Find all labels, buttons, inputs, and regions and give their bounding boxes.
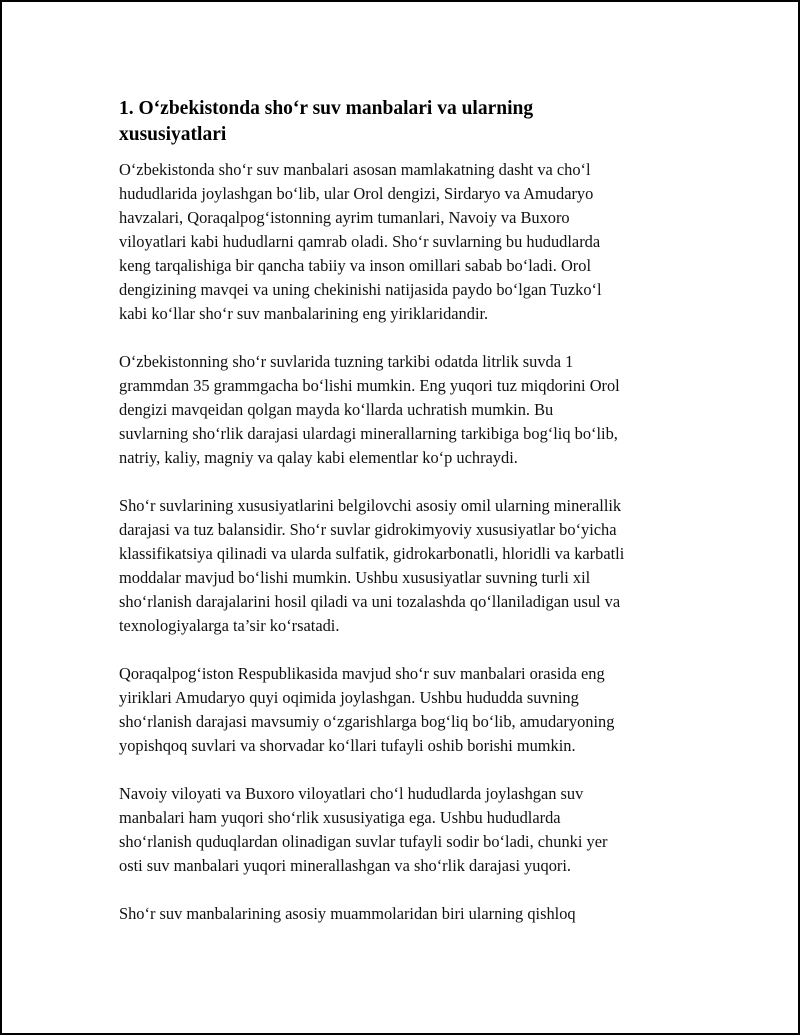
paragraph-line: O‘zbekistonda sho‘r suv manbalari asosan mamlakatning dasht va cho‘l: [119, 160, 591, 179]
paragraph-line: sho‘rlanish quduqlardan olinadigan suvlar tufayli sodir bo‘ladi, chunki yer: [119, 832, 608, 851]
paragraph-line: Qoraqalpog‘iston Respublikasida mavjud sho‘r suv manbalari orasida eng: [119, 664, 605, 683]
heading-line: xususiyatlari: [119, 124, 227, 145]
paragraph-line: sho‘rlanish darajalarini hosil qiladi va uni tozalashda qo‘llaniladigan usul va: [119, 592, 621, 611]
document-body: [119, 96, 699, 950]
paragraph-line: hududlarida joylashgan bo‘lib, ular Orol dengizi, Sirdaryo va Amudaryo: [119, 184, 594, 203]
paragraph-line: suvlarning sho‘rlik darajasi ulardagi minerallarning tarkibiga bog‘liq bo‘lib,: [119, 424, 618, 443]
paragraph: [119, 782, 699, 878]
paragraph-line: yiriklari Amudaryo quyi oqimida joylashgan. Ushbu hududda suvning: [119, 688, 579, 707]
paragraph: [119, 350, 699, 470]
paragraph-line: natriy, kaliy, magniy va qalay kabi elementlar ko‘p uchraydi.: [119, 448, 518, 467]
paragraph-line: texnologiyalarga ta’sir ko‘rsatadi.: [119, 616, 340, 635]
paragraph-line: viloyatlari kabi hududlarni qamrab oladi. Sho‘r suvlarning bu hududlarda: [119, 232, 601, 251]
paragraph-line: O‘zbekistonning sho‘r suvlarida tuzning tarkibi odatda litrlik suvda 1: [119, 352, 574, 371]
heading-line: 1. O‘zbekistonda sho‘r suv manbalari va ularning: [119, 98, 534, 119]
section-heading: [119, 96, 699, 148]
paragraph-line: klassifikatsiya qilinadi va ularda sulfatik, gidrokarbonatli, hloridli va karbatli: [119, 544, 625, 563]
paragraph-line: sho‘rlanish darajasi mavsumiy o‘zgarishlarga bog‘liq bo‘lib, amudaryoning: [119, 712, 615, 731]
paragraph-line: kabi ko‘llar sho‘r suv manbalarining eng yiriklaridandir.: [119, 304, 489, 323]
paragraph: [119, 662, 699, 758]
paragraph-line: Navoiy viloyati va Buxoro viloyatlari cho‘l hududlarda joylashgan suv: [119, 784, 584, 803]
paragraph-line: dengizining mavqei va uning chekinishi natijasida paydo bo‘lgan Tuzko‘l: [119, 280, 602, 299]
paragraph: [119, 158, 699, 326]
paragraph-line: darajasi va tuz balansidir. Sho‘r suvlar gidrokimyoviy xususiyatlar bo‘yicha: [119, 520, 617, 539]
paragraph: [119, 494, 699, 638]
paragraph-line: dengizi mavqeidan qolgan mayda ko‘llarda uchratish mumkin. Bu: [119, 400, 554, 419]
paragraph-line: Sho‘r suv manbalarining asosiy muammolaridan biri ularning qishloq: [119, 904, 576, 923]
paragraph-line: yopishqoq suvlari va shorvadar ko‘llari tufayli oshib borishi mumkin.: [119, 736, 576, 755]
paragraph-line: keng tarqalishiga bir qancha tabiiy va inson omillari sabab bo‘ladi. Orol: [119, 256, 592, 275]
paragraph-line: osti suv manbalari yuqori minerallashgan va sho‘rlik darajasi yuqori.: [119, 856, 571, 875]
paragraph-line: Sho‘r suvlarining xususiyatlarini belgilovchi asosiy omil ularning minerallik: [119, 496, 622, 515]
paragraph-line: grammdan 35 grammgacha bo‘lishi mumkin. Eng yuqori tuz miqdorini Orol: [119, 376, 620, 395]
paragraph: [119, 902, 699, 926]
paragraph-line: havzalari, Qoraqalpog‘istonning ayrim tumanlari, Navoiy va Buxoro: [119, 208, 570, 227]
paragraph-line: manbalari ham yuqori sho‘rlik xususiyatiga ega. Ushbu hududlarda: [119, 808, 561, 827]
paragraph-line: moddalar mavjud bo‘lishi mumkin. Ushbu xususiyatlar suvning turli xil: [119, 568, 591, 587]
